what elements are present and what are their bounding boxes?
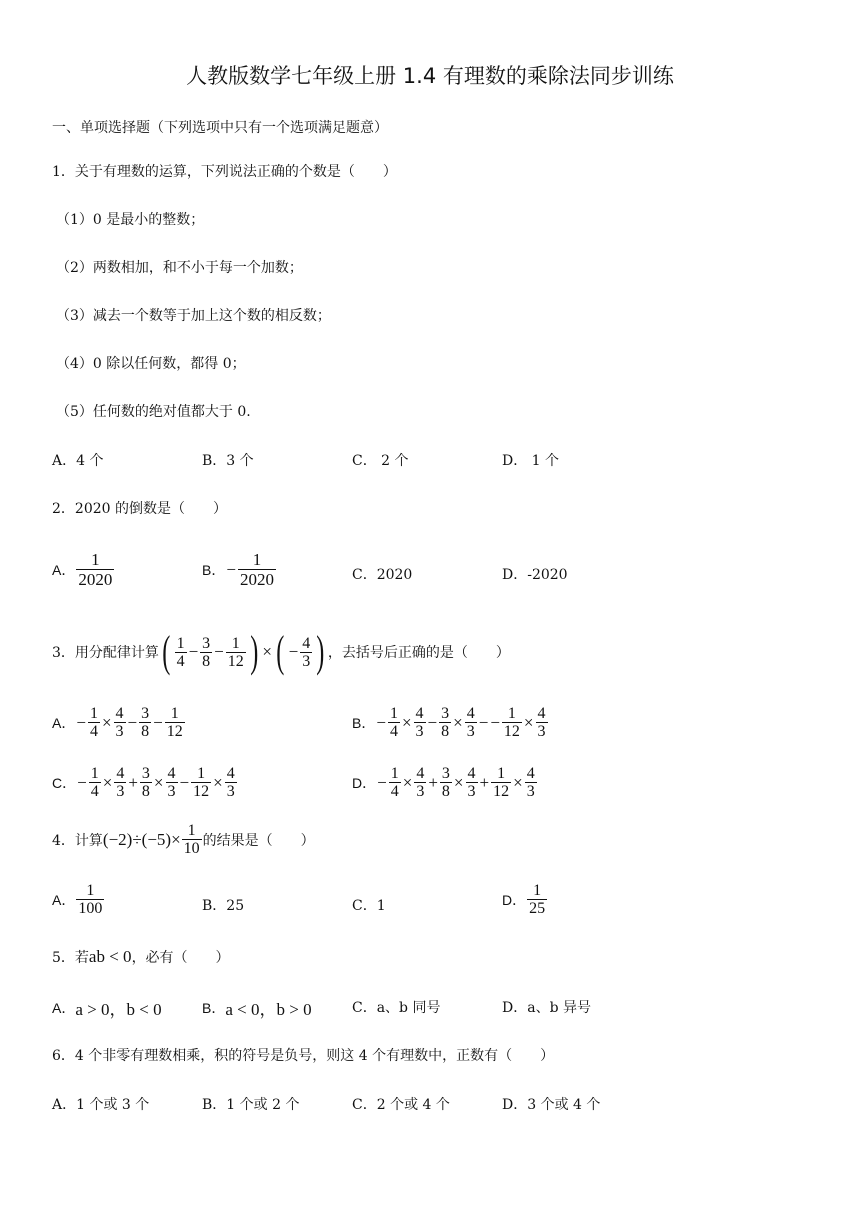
q1-statement-3: （3）减去一个数等于加上这个数的相反数； [56, 308, 331, 324]
q2-a-label: A． [52, 561, 76, 578]
q6-option-b[interactable]: B．1 个或 2 个 [202, 1097, 300, 1113]
q1-option-b[interactable]: B．3 个 [202, 453, 254, 469]
fraction: $\frac{1}{2020}$ [78, 550, 113, 589]
question-6-stem: 6．4 个非零有理数相乘，积的符号是负号，则这 4 个有理数中，正数有（ ） [52, 1048, 555, 1064]
q2-option-c[interactable]: C．2020 [352, 567, 413, 583]
q1-option-c[interactable]: C． 2 个 [352, 453, 409, 469]
q1-statement-4: （4）0 除以任何数，都得 0； [56, 356, 246, 372]
q4-option-c[interactable]: C．1 [352, 898, 386, 914]
q3-option-d[interactable]: D． − $\frac{1}{4}$ × $\frac{4}{3}$ + $\frac{3}{8}$ × $\frac{4}{3}$ + $\frac{1}{12}$ × $\frac{4}{3}$ [352, 765, 535, 800]
fraction: $\frac{1}{2020}$ [239, 550, 274, 589]
question-3-stem: 3．用分配律计算 ( $\frac{1}{4}$ − $\frac{3}{8}$ − $\frac{1}{12}$ ) × ( − $\frac{4}{3}$ ) ，去括号后正确的是（ ） [52, 627, 510, 676]
question-2-stem: 2．2020 的倒数是（ ） [52, 501, 227, 517]
q2-b-label: B． [202, 561, 226, 578]
q1-statement-5: （5）任何数的绝对值都大于 0. [56, 404, 251, 420]
q3-option-b[interactable]: B． − $\frac{1}{4}$ × $\frac{4}{3}$ − $\frac{3}{8}$ × $\frac{4}{3}$ − − $\frac{1}{12}$ × $\frac{4}{3}$ [352, 705, 546, 740]
document-title: 人教版数学七年级上册 1.4 有理数的乘除法同步训练 [186, 64, 674, 88]
q5-option-c[interactable]: C．a、b 同号 [352, 1000, 441, 1016]
section-heading: 一、单项选择题（下列选项中只有一个选项满足题意） [52, 120, 388, 136]
q2-option-a[interactable] [52, 550, 115, 589]
q4-option-a[interactable]: A． $\frac{1}{100}$ [52, 882, 103, 917]
q1-statement-2: （2）两数相加，和不小于每一个加数； [56, 260, 303, 276]
q6-option-c[interactable]: C．2 个或 4 个 [352, 1097, 450, 1113]
q5-option-a[interactable]: A． a > 0，b < 0 [52, 999, 162, 1019]
question-5-stem: 5．若 ab < 0 ，必有（ ） [52, 947, 230, 966]
q6-option-d[interactable]: D．3 个或 4 个 [502, 1097, 601, 1113]
q6-option-a[interactable]: A．1 个或 3 个 [52, 1097, 150, 1113]
question-4-stem: 4．计算 (−2)÷(−5)× $\frac{1}{10}$ 的结果是（ ） [52, 822, 315, 857]
q2-option-b[interactable]: B． − $\frac{1}{2020}$ [202, 550, 274, 589]
q5-option-b[interactable]: B． a < 0，b > 0 [202, 999, 312, 1019]
q1-option-a[interactable]: A．4 个 [52, 453, 104, 469]
question-1-stem: 1．关于有理数的运算，下列说法正确的个数是（ ） [52, 164, 397, 180]
q1-option-d[interactable]: D． 1 个 [502, 453, 560, 469]
q3-option-c[interactable]: C． − $\frac{1}{4}$ × $\frac{4}{3}$ + $\frac{3}{8}$ × $\frac{4}{3}$ − $\frac{1}{12}$ × $\frac{4}{3}$ [52, 765, 235, 800]
q2-option-d[interactable]: D．-2020 [502, 567, 568, 583]
q5-option-d[interactable]: D．a、b 异号 [502, 1000, 591, 1016]
q3-option-a[interactable]: A． − $\frac{1}{4}$ × $\frac{4}{3}$ − $\frac{3}{8}$ − $\frac{1}{12}$ [52, 705, 183, 740]
q4-option-d[interactable]: D． $\frac{1}{25}$ [502, 882, 546, 917]
q4-option-b[interactable]: B．25 [202, 898, 245, 914]
q1-statement-1: （1）0 是最小的整数； [56, 212, 205, 228]
